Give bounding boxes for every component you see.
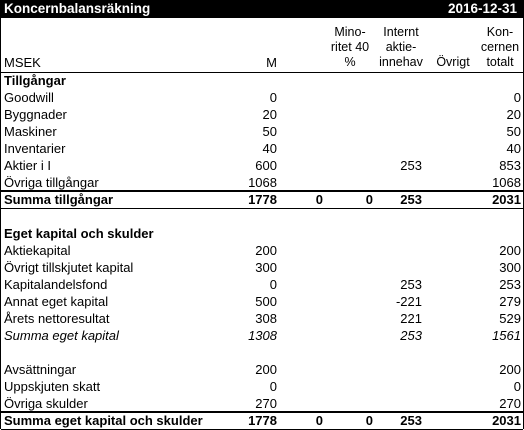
cell-total: 1561 [492,328,521,343]
header-m: M [266,55,277,70]
cell-m: 0 [269,379,277,394]
cell-total: 2031 [492,413,521,428]
table-row [1,395,523,412]
cell-total: 0 [513,379,521,394]
cell-ovrigt: 253 [400,413,422,428]
row-label: Maskiner [4,124,57,139]
header-koncern-2: cernen [480,40,520,54]
cell-total: 853 [499,158,521,173]
cell-ovrigt: 253 [400,158,422,173]
cell-total: 200 [499,243,521,258]
total-rule-top [1,411,523,413]
cell-total: 279 [499,294,521,309]
cell-m: 1068 [248,175,277,190]
cell-m: 40 [262,141,277,156]
row-label: Goodwill [4,90,54,105]
title-bar [1,0,523,18]
table-row [1,140,523,157]
cell-total: 50 [506,124,521,139]
cell-total: 0 [513,90,521,105]
table-row [1,225,523,242]
table-row [1,157,523,174]
total-rule-bottom [1,208,523,209]
cell-minoritet: 0 [315,192,323,207]
cell-m: 1308 [248,328,277,343]
header-minoritet-2: ritet 40 [330,40,370,54]
sheet-title: Koncernbalansräkning [4,1,151,16]
cell-m: 0 [269,277,277,292]
table-row [1,259,523,276]
row-label: Inventarier [4,141,66,156]
cell-m: 200 [255,243,277,258]
cell-ovrigt: 253 [400,328,422,343]
cell-total: 40 [506,141,521,156]
row-label: Avsättningar [4,362,77,377]
row-label: Summa eget kapital och skulder [4,413,203,428]
cell-minoritet: 0 [315,413,323,428]
table-row [1,293,523,310]
row-label: Tillgångar [4,73,66,88]
cell-ovrigt: 253 [400,277,422,292]
cell-m: 308 [255,311,277,326]
row-label: Aktiekapital [4,243,71,258]
table-row [1,412,523,429]
row-label: Eget kapital och skulder [4,226,154,241]
header-internt-1: Internt [383,25,419,39]
table-row [1,242,523,259]
cell-total: 1068 [492,175,521,190]
table-row [1,123,523,140]
row-label: Uppskjuten skatt [4,379,101,394]
cell-m: 1778 [248,413,277,428]
cell-ovrigt: -221 [395,294,422,309]
header-internt-2: aktie- [385,40,417,54]
row-label: Övrigt tillskjutet kapital [4,260,134,275]
row-label: Övriga skulder [4,396,88,411]
cell-total: 300 [499,260,521,275]
header-msek: MSEK [4,55,41,70]
table-row [1,191,523,208]
table-row [1,208,523,225]
header-minoritet-1: Mino- [334,25,366,39]
header-internt-3: innehav [379,55,423,69]
table-row [1,327,523,344]
row-label: Aktier i I [4,158,51,173]
row-label: Byggnader [4,107,67,122]
cell-internt: 0 [365,413,373,428]
cell-total: 200 [499,362,521,377]
row-label: Kapitalandelsfond [4,277,108,292]
cell-m: 500 [255,294,277,309]
table-row [1,174,523,191]
table-row [1,276,523,293]
row-label: Övriga tillgångar [4,175,99,190]
cell-total: 253 [499,277,521,292]
cell-m: 20 [262,107,277,122]
table-row [1,89,523,106]
cell-total: 529 [499,311,521,326]
header-koncern-1: Kon- [486,25,514,39]
cell-ovrigt: 221 [400,311,422,326]
table-row [1,378,523,395]
cell-ovrigt: 253 [400,192,422,207]
row-label: Summa tillgångar [4,192,114,207]
table-row [1,106,523,123]
cell-total: 2031 [492,192,521,207]
table-row [1,344,523,361]
cell-internt: 0 [365,192,373,207]
cell-total: 20 [506,107,521,122]
header-koncern-3: totalt [486,55,514,69]
cell-m: 200 [255,362,277,377]
sheet-date: 2016-12-31 [447,1,517,16]
cell-m: 1778 [248,192,277,207]
row-label: Annat eget kapital [4,294,109,309]
row-label: Årets nettoresultat [4,311,110,326]
cell-total: 270 [499,396,521,411]
table-row [1,72,523,89]
cell-m: 600 [255,158,277,173]
total-rule-top [1,190,523,192]
table-row [1,361,523,378]
cell-m: 50 [262,124,277,139]
cell-m: 270 [255,396,277,411]
row-label: Summa eget kapital [4,328,119,343]
cell-m: 300 [255,260,277,275]
header-ovrigt: Övrigt [436,55,470,69]
table-row [1,310,523,327]
header-minoritet-3: % [344,55,356,69]
cell-m: 0 [269,90,277,105]
